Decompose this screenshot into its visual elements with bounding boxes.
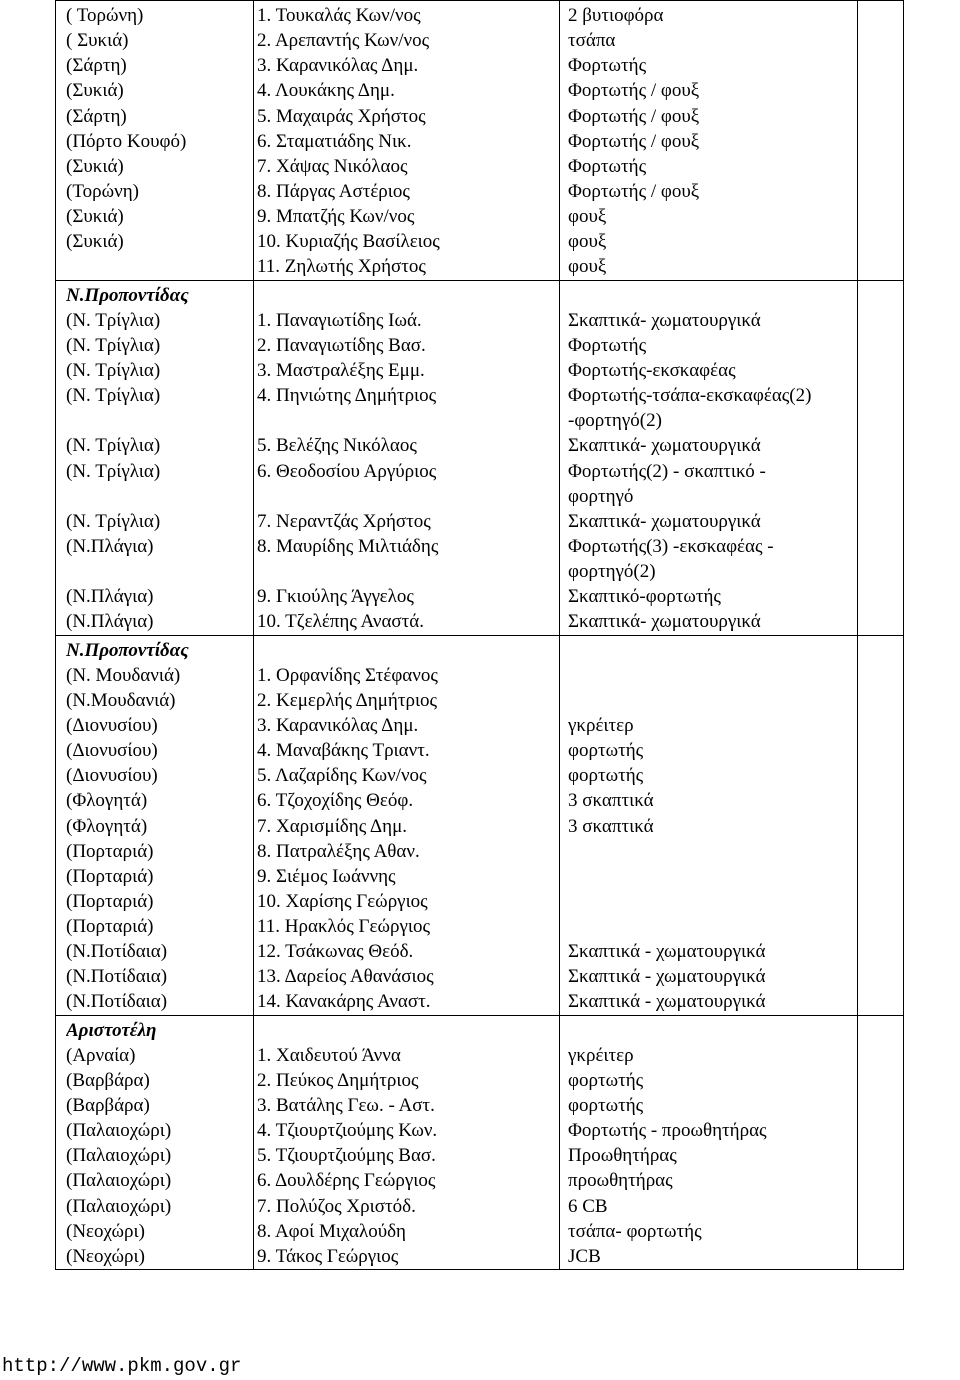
equipment-item: φορτωτής: [568, 1095, 644, 1117]
contractor-name: 6. Δουλδέρης Γεώργιος: [257, 1170, 436, 1192]
contractor-name: [257, 1018, 559, 1043]
contractor-name: 8. Πατραλέξης Αθαν.: [257, 840, 420, 862]
contractor-name: [257, 283, 559, 308]
equipment-item: φορτωτής: [568, 740, 644, 762]
place-name: (Ν.Πλάγια): [66, 535, 154, 557]
contractor-name: 8. Αφοί Μιχαλούδη: [257, 1220, 406, 1242]
contractor-name: 10. Τζελέπης Αναστά.: [257, 611, 424, 633]
equipment-item: προωθητήρας: [568, 1170, 673, 1192]
footer-url[interactable]: http://www.pkm.gov.gr: [2, 1355, 242, 1377]
contractor-name: [257, 484, 559, 509]
place-name: ( Τορώνη): [66, 5, 144, 26]
equipment-item: Φορτωτής / φουξ: [568, 105, 700, 127]
equipment-item: φουξ: [568, 256, 607, 278]
equipment-item: Φορτωτής / φουξ: [568, 180, 700, 202]
place-name: (Διονυσίου): [66, 714, 158, 736]
place-name: (Φλογητά): [66, 790, 148, 812]
equipment-item: τσάπα: [568, 30, 616, 52]
equipment-cell: [560, 1, 858, 281]
place-name: (Πορταριά): [66, 890, 154, 912]
equipment-item: [568, 638, 851, 663]
contractor-name: 7. Πολύζος Χριστόδ.: [257, 1195, 416, 1217]
contractor-name: 2. Πεύκος Δημήτριος: [257, 1069, 419, 1091]
equipment-item: φορτηγό: [568, 485, 634, 507]
empty-cell: [858, 1015, 904, 1269]
contractor-name: 10. Χαρίσης Γεώργιος: [257, 890, 428, 912]
place-name: (Ν. Τρίγλια): [66, 460, 161, 482]
place-name: (Ν.Πλάγια): [66, 611, 154, 633]
contractor-name: 11. Ηρακλός Γεώργιος: [257, 916, 430, 938]
contractor-cell: [254, 280, 560, 635]
equipment-item: Φορτωτής - προωθητήρας: [568, 1120, 767, 1142]
equipment-item: Φορτωτής-τσάπα-εκσκαφέας(2): [568, 385, 812, 407]
equipment-item: [568, 283, 851, 308]
contractor-name: 2. Παναγιωτίδης Βασ.: [257, 334, 426, 356]
place-name: (Παλαιοχώρι): [66, 1120, 172, 1142]
contractor-name: 1. Τουκαλάς Κων/νος: [257, 5, 421, 26]
place-name: (Ν. Τρίγλια): [66, 359, 161, 381]
place-name: [66, 559, 253, 584]
place-name: (Συκιά): [66, 80, 124, 102]
equipment-item: Φορτωτής / φουξ: [568, 130, 700, 152]
equipment-item: Σκαπτικά - χωματουργικά: [568, 941, 766, 963]
equipment-item: -φορτηγό(2): [568, 410, 662, 432]
equipment-item: Σκαπτικά- χωματουργικά: [568, 309, 761, 331]
contractor-name: 6. Σταματιάδης Νικ.: [257, 130, 412, 152]
contractor-name: 3. Βατάλης Γεω. - Αστ.: [257, 1095, 435, 1117]
place-name: (Νεοχώρι): [66, 1220, 145, 1242]
place-name: (Ν.Ποτίδαια): [66, 966, 168, 988]
place-name: (Συκιά): [66, 206, 124, 228]
contractor-name: 9. Μπατζής Κων/νος: [257, 206, 415, 228]
place-name: (Ν. Τρίγλια): [66, 510, 161, 532]
contractor-cell: [254, 1, 560, 281]
contractors-table: [55, 0, 904, 1270]
contractor-name: 9. Τάκος Γεώργιος: [257, 1245, 399, 1267]
equipment-item: Σκαπτικό-φορτωτής: [568, 586, 721, 608]
contractor-name: 6. Θεοδοσίου Αργύριος: [257, 460, 437, 482]
contractor-name: 3. Μαστραλέξης Εμμ.: [257, 359, 425, 381]
contractor-name: 7. Νεραντζάς Χρήστος: [257, 510, 431, 532]
place-name: (Παλαιοχώρι): [66, 1145, 172, 1167]
section-row: [56, 1015, 904, 1269]
equipment-item: φορτωτής: [568, 1069, 644, 1091]
place-name: [66, 484, 253, 509]
contractor-name: 7. Χαρισμίδης Δημ.: [257, 815, 408, 837]
place-name: (Διονυσίου): [66, 765, 158, 787]
equipment-item: Φορτωτής(3) -εκσκαφέας -: [568, 535, 774, 557]
contractor-name: 1. Ορφανίδης Στέφανος: [257, 664, 438, 686]
equipment-item: [568, 688, 851, 713]
place-name: (Παλαιοχώρι): [66, 1170, 172, 1192]
equipment-item: Σκαπτικά- χωματουργικά: [568, 435, 761, 457]
equipment-item: γκρέιτερ: [568, 714, 634, 736]
contractor-name: 7. Χάψας Νικόλαος: [257, 155, 408, 177]
equipment-item: Προωθητήρας: [568, 1145, 677, 1167]
equipment-item: Σκαπτικά- χωματουργικά: [568, 611, 761, 633]
empty-cell: [858, 280, 904, 635]
contractor-name: 3. Καρανικόλας Δημ.: [257, 714, 419, 736]
place-name: (Ν. Τρίγλια): [66, 334, 161, 356]
place-cell: [56, 1, 254, 281]
equipment-item: [568, 889, 851, 914]
place-name: (Ν. Τρίγλια): [66, 309, 161, 331]
equipment-item: τσάπα- φορτωτής: [568, 1220, 702, 1242]
equipment-item: Φορτωτής: [568, 334, 647, 356]
equipment-item: Φορτωτής / φουξ: [568, 80, 700, 102]
equipment-item: [568, 839, 851, 864]
place-name: (Βαρβάρα): [66, 1069, 150, 1091]
contractor-name: 14. Κανακάρης Αναστ.: [257, 991, 431, 1013]
empty-cell: [858, 635, 904, 1015]
contractor-name: 11. Ζηλωτής Χρήστος: [257, 256, 426, 278]
contractor-name: 2. Αρεπαντής Κων/νος: [257, 30, 430, 52]
equipment-item: Σκαπτικά- χωματουργικά: [568, 510, 761, 532]
place-name: (Πορταριά): [66, 865, 154, 887]
section-heading: Ν.Προποντίδας: [66, 284, 189, 306]
equipment-item: Σκαπτικά - χωματουργικά: [568, 991, 766, 1013]
contractor-name: 5. Βελέζης Νικόλαος: [257, 435, 417, 457]
contractor-name: 3. Καρανικόλας Δημ.: [257, 55, 419, 77]
contractor-name: 1. Χαιδευτού Άννα: [257, 1044, 401, 1066]
place-name: (Πορταριά): [66, 916, 154, 938]
equipment-item: Φορτωτής: [568, 155, 647, 177]
equipment-item: [568, 914, 851, 939]
contractor-name: [257, 638, 559, 663]
place-name: (Συκιά): [66, 155, 124, 177]
contractor-name: 4. Πηνιώτης Δημήτριος: [257, 385, 437, 407]
equipment-item: JCB: [568, 1245, 601, 1267]
place-name: (Ν.Ποτίδαια): [66, 991, 168, 1013]
contractor-name: 1. Παναγιωτίδης Ιωά.: [257, 309, 422, 331]
equipment-item: 2 βυτιοφόρα: [568, 5, 664, 26]
contractor-name: 10. Κυριαζής Βασίλειος: [257, 231, 440, 253]
section-row: [56, 635, 904, 1015]
place-cell: [56, 1015, 254, 1269]
equipment-cell: [560, 635, 858, 1015]
place-name: (Φλογητά): [66, 815, 148, 837]
empty-cell: [858, 1, 904, 281]
contractor-name: 5. Μαχαιράς Χρήστος: [257, 105, 426, 127]
place-name: (Ν. Τρίγλια): [66, 385, 161, 407]
contractor-cell: [254, 635, 560, 1015]
equipment-item: Σκαπτικά - χωματουργικά: [568, 966, 766, 988]
equipment-item: 6 CB: [568, 1195, 608, 1217]
place-cell: [56, 635, 254, 1015]
equipment-item: φουξ: [568, 231, 607, 253]
contractor-name: 13. Δαρείος Αθανάσιος: [257, 966, 434, 988]
equipment-cell: [560, 280, 858, 635]
equipment-item: Φορτωτής(2) - σκαπτικό -: [568, 460, 766, 482]
place-name: (Ν.Ποτίδαια): [66, 941, 168, 963]
place-name: (Διονυσίου): [66, 740, 158, 762]
place-name: (Συκιά): [66, 231, 124, 253]
place-name: [66, 408, 253, 433]
place-name: (Πορταριά): [66, 840, 154, 862]
contractor-name: 4. Τζιουρτζιούμης Κων.: [257, 1120, 438, 1142]
equipment-item: φορτωτής: [568, 765, 644, 787]
equipment-item: φορτηγό(2): [568, 561, 656, 583]
equipment-item: φουξ: [568, 206, 607, 228]
section-row: [56, 280, 904, 635]
place-name: (Ν. Μουδανιά): [66, 664, 181, 686]
equipment-cell: [560, 1015, 858, 1269]
place-name: (Σάρτη): [66, 55, 127, 77]
equipment-item: 3 σκαπτικά: [568, 790, 654, 812]
contractor-name: [257, 559, 559, 584]
contractor-name: 9. Σιέμος Ιωάννης: [257, 865, 396, 887]
place-name: (Παλαιοχώρι): [66, 1195, 172, 1217]
place-cell: [56, 280, 254, 635]
place-name: (Πόρτο Κουφό): [66, 130, 187, 152]
place-name: (Τορώνη): [66, 180, 139, 202]
equipment-item: γκρέιτερ: [568, 1044, 634, 1066]
equipment-item: [568, 864, 851, 889]
equipment-item: Φορτωτής-εκσκαφέας: [568, 359, 736, 381]
place-name: (Ν. Τρίγλια): [66, 435, 161, 457]
place-name: (Ν.Πλάγια): [66, 586, 154, 608]
contractor-name: [257, 408, 559, 433]
place-name: ( Συκιά): [66, 30, 129, 52]
contractor-cell: [254, 1015, 560, 1269]
equipment-item: Φορτωτής: [568, 55, 647, 77]
contractor-name: 8. Μαυρίδης Μιλτιάδης: [257, 535, 439, 557]
place-name: (Βαρβάρα): [66, 1095, 150, 1117]
contractor-name: 4. Λουκάκης Δημ.: [257, 80, 395, 102]
contractor-name: 9. Γκιούλης Άγγελος: [257, 586, 414, 608]
table-body: [56, 1, 904, 1270]
contractor-name: 6. Τζοχοχίδης Θεόφ.: [257, 790, 414, 812]
place-name: (Νεοχώρι): [66, 1245, 145, 1267]
equipment-item: [568, 1018, 851, 1043]
contractor-name: 2. Κεμερλής Δημήτριος: [257, 689, 438, 711]
section-row: [56, 1, 904, 281]
contractor-name: 8. Πάργας Αστέριος: [257, 180, 410, 202]
contractor-name: 12. Τσάκωνας Θεόδ.: [257, 941, 414, 963]
equipment-item: 3 σκαπτικά: [568, 815, 654, 837]
place-name: (Αρναία): [66, 1044, 136, 1066]
section-heading: Αριστοτέλη: [66, 1019, 157, 1041]
place-name: (Σάρτη): [66, 105, 127, 127]
contractor-name: 5. Τζιουρτζιούμης Βασ.: [257, 1145, 436, 1167]
contractor-name: 4. Μαναβάκης Τριαντ.: [257, 740, 430, 762]
contractor-name: 5. Λαζαρίδης Κων/νος: [257, 765, 427, 787]
section-heading: Ν.Προποντίδας: [66, 639, 189, 661]
equipment-item: [568, 663, 851, 688]
place-name: (Ν.Μουδανιά): [66, 689, 176, 711]
